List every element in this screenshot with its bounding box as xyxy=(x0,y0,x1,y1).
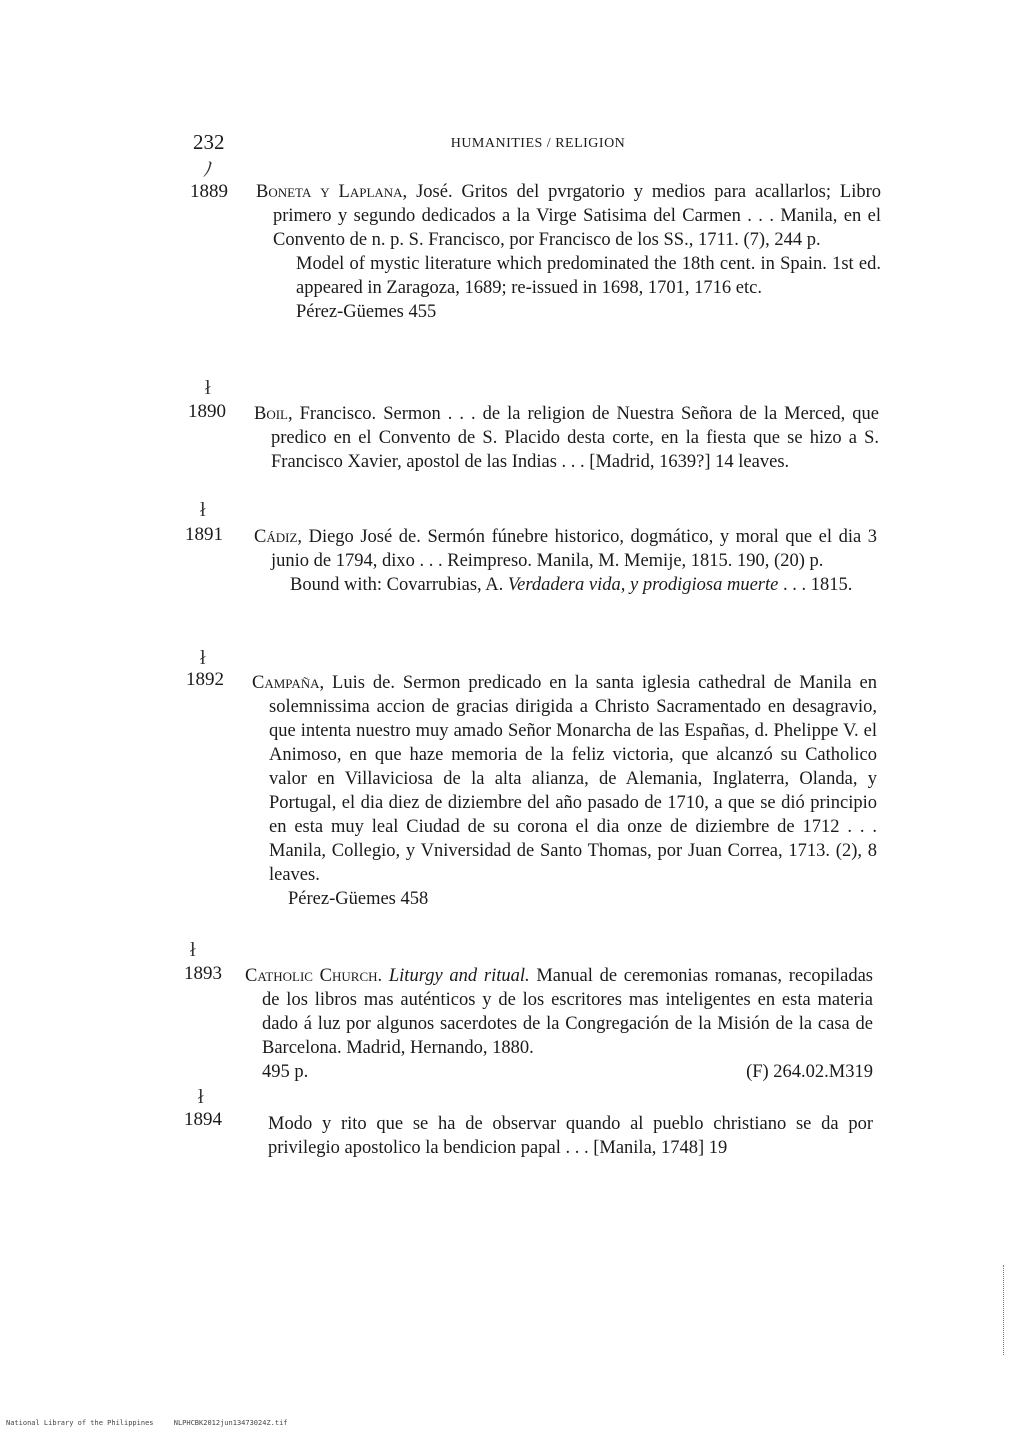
entry-number: 1890 xyxy=(188,401,226,422)
entry-body xyxy=(245,964,873,1060)
footer-file-id: NLPHCBK2012jun13473024Z.tif xyxy=(173,1419,288,1427)
entry-author-rest: Diego José de. xyxy=(302,527,421,547)
entry-title: Sermon . . . de la religion de Nuestra Señora de la Merced, que predico en el Convento de S. Placido desta corte, en la fiesta que se hizo a S. Francisco Xavier, apostol de las Indias . . . [Madrid, 1639?] 14 leaves. xyxy=(271,404,880,472)
entry-author: Boneta y Laplana, xyxy=(256,182,408,202)
entry-title: Sermón fúnebre historico, dogmático, y moral que el dia 3 junio de 1794, dixo . . . Reimpreso. Manila, M. Memije, 1815. 190, (20) p. xyxy=(271,527,877,571)
page-header xyxy=(193,130,883,160)
check-mark-icon: ł xyxy=(205,377,211,399)
entry-title: Manual de ceremonias romanas, recopiladas de los libros mas auténticos y de los escritores mas inteligentes en esta materia dado á luz por algunos sacerdotes de la Congregación de la Misión de la casa de Barcelona. Madrid, Hernando, 1880. xyxy=(262,966,874,1058)
entry-number: 1894 xyxy=(184,1109,222,1130)
entry-body xyxy=(256,180,881,252)
scan-footer xyxy=(6,1419,304,1427)
check-mark-icon: ł xyxy=(200,499,206,521)
check-mark-icon: ł xyxy=(190,939,196,961)
entry-body xyxy=(252,671,877,887)
entry-number: 1893 xyxy=(184,963,222,984)
entry-1894 xyxy=(268,1112,873,1160)
note-text: . . . 1815. xyxy=(778,575,853,595)
entry-author: Cádiz, xyxy=(254,527,303,547)
check-mark-icon: ﾉ xyxy=(203,159,213,181)
entry-author: Boil, xyxy=(254,404,293,424)
entry-subject: Liturgy and ritual. xyxy=(382,966,530,986)
check-mark-icon: ł xyxy=(198,1086,204,1108)
entry-body xyxy=(254,525,877,573)
entry-body xyxy=(254,402,879,474)
entry-author-rest: José. xyxy=(407,182,453,202)
page-number: 232 xyxy=(193,130,225,154)
entry-1891 xyxy=(254,525,877,597)
entry-1889 xyxy=(256,180,881,324)
entry-title: Sermon predicado en la santa iglesia cathedral de Manila en solemnissima accion de gracias dirigida a Christo Sacramentado en desagravio, que intenta nuestro muy amado Señor Monarcha de las Españas, d. Phelippe V. el Animoso, en que haze memoria de la feliz victoria, que alcanzó su Catholico valor en Villaviciosa de la alta alianza, de Alemania, Inglaterra, Olanda, y Portugal, el dia diez de diziembre del año pasado de 1710, a que se dió principio en esta muy leal Ciudad de su corona el dia onze de diziembre de 1712 . . . Manila, Collegio, y Vniversidad de Santo Thomas, por Juan Correa, 1713. (2), 8 leaves. xyxy=(269,673,877,885)
check-mark-icon: ł xyxy=(200,647,206,669)
entry-reference: Pérez-Güemes 455 xyxy=(296,302,437,322)
note-text: Bound with: Covarrubias, A. xyxy=(290,575,508,595)
entry-note xyxy=(254,573,877,597)
footer-library: National Library of the Philippines xyxy=(6,1419,154,1427)
note-title: Verdadera vida, y prodigiosa muerte xyxy=(507,575,779,595)
entry-pages: 495 p. xyxy=(262,1062,309,1082)
entry-note: Model of mystic literature which predominated the 18th cent. in Spain. 1st ed. appeared in Zaragoza, 1689; re-issued in 1698, 1701, 1716 etc. xyxy=(296,254,881,298)
entry-collation-row xyxy=(245,1060,873,1084)
entry-author-rest: Francisco. xyxy=(292,404,377,424)
entry-author: Catholic Church. xyxy=(245,966,383,986)
entry-number: 1892 xyxy=(186,669,224,690)
entry-number: 1889 xyxy=(190,181,228,202)
entry-call-number: (F) 264.02.M319 xyxy=(746,1062,873,1082)
entry-number: 1891 xyxy=(185,524,223,545)
entry-reference: Pérez-Güemes 458 xyxy=(288,889,429,909)
entry-body: Modo y rito que se ha de observar quando al pueblo christiano se da por privilegio apostolico la bendicion papal . . . [Manila, 1748] 19 xyxy=(268,1114,873,1158)
entry-title: Gritos del pvrgatorio y medios para acallarlos; Libro primero y segundo dedicados a la Virge Satisima del Carmen . . . Manila, en el Convento de n. p. S. Francisco, por Francisco de los SS., 1711. (7), 244 p. xyxy=(273,182,881,250)
running-head: HUMANITIES / RELIGION xyxy=(450,136,626,151)
entry-author-rest: Luis de. xyxy=(324,673,395,693)
entry-1892 xyxy=(252,671,877,911)
entry-1890 xyxy=(254,402,879,474)
scan-edge-mark xyxy=(1003,1265,1005,1355)
entry-author: Campaña, xyxy=(252,673,325,693)
entry-1893 xyxy=(245,964,873,1084)
